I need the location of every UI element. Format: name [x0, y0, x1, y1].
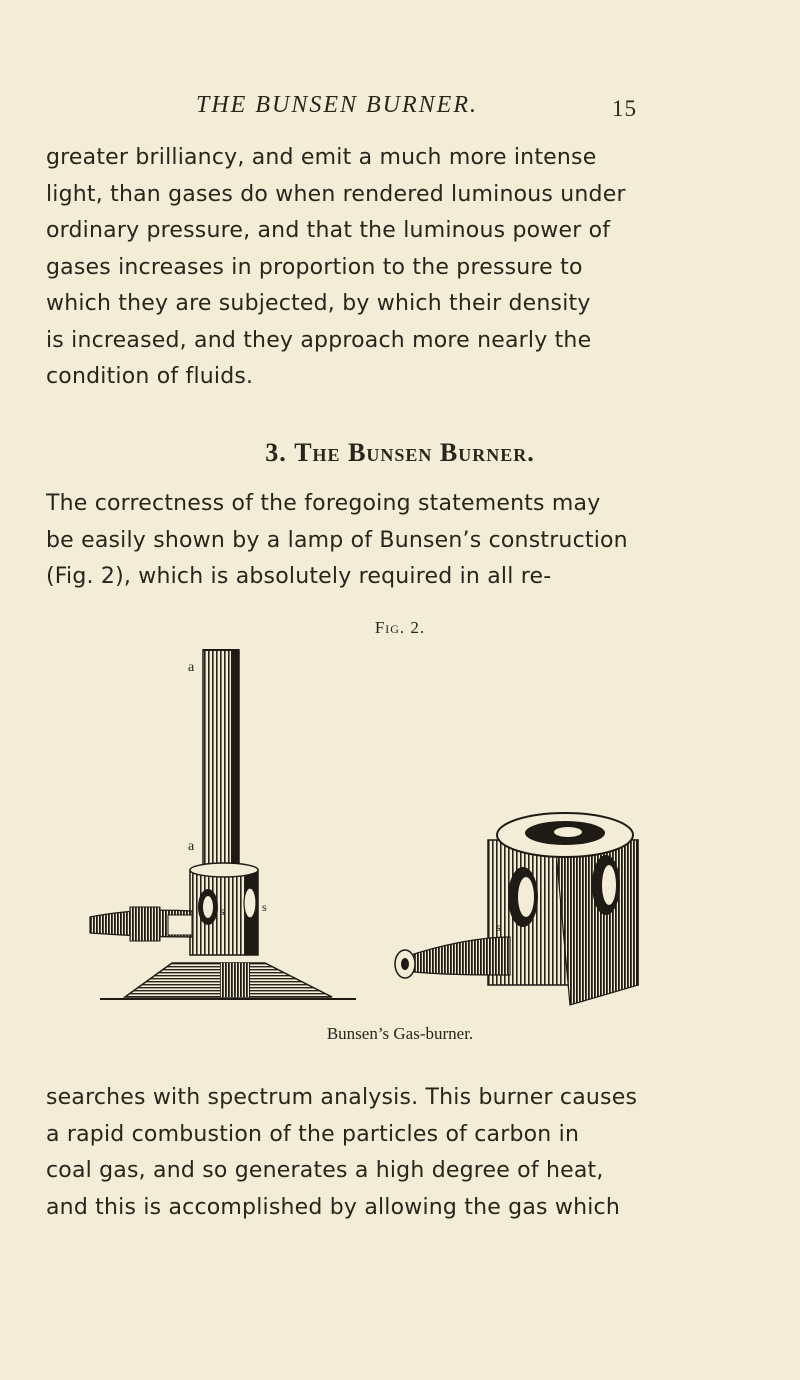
text-line: searches with spectrum analysis. This burner causes [46, 1085, 638, 1110]
text-line: greater brilliancy, and emit a much more intense [46, 145, 597, 170]
section-heading [0, 438, 800, 468]
bunsen-burner-figure [60, 645, 660, 1015]
paragraph-2 [46, 486, 656, 596]
air-regulator-detail [395, 813, 638, 1005]
label-s-detail: s [496, 920, 501, 934]
label-a-bottom: a [188, 839, 195, 854]
label-a-top: a [188, 660, 195, 675]
text-line: coal gas, and so generates a high degree of heat, [46, 1158, 604, 1183]
text-line: which they are subjected, by which their density [46, 291, 591, 316]
paragraph-1 [46, 140, 656, 396]
figure-caption: Bunsen’s Gas-burner. [326, 1024, 474, 1043]
page-number: 15 [612, 96, 637, 121]
text-line: be easily shown by a lamp of Bunsen’s construction [46, 527, 628, 553]
text-line: gases increases in proportion to the pressure to [46, 254, 583, 280]
text-line: light, than gases do when rendered luminous under [46, 181, 626, 207]
assembled-burner [90, 650, 356, 999]
text-line: is increased, and they approach more nearly the [46, 327, 592, 353]
paragraph-3 [46, 1080, 656, 1226]
section-number: 3. [265, 438, 287, 467]
text-line: (Fig. 2), which is absolutely required in all re- [46, 564, 552, 589]
text-line: condition of fluids. [46, 364, 254, 389]
label-s-right: s [262, 900, 267, 914]
section-title: The Bunsen Burner. [294, 438, 535, 467]
text-line: and this is accomplished by allowing the gas which [46, 1194, 620, 1220]
figure-label: Fig. 2. [374, 618, 426, 637]
text-line: ordinary pressure, and that the luminous power of [46, 218, 611, 243]
label-s-left: s [220, 904, 225, 918]
running-head [0, 92, 800, 128]
running-title: THE BUNSEN BURNER. [196, 92, 478, 118]
text-line: a rapid combustion of the particles of carbon in [46, 1121, 580, 1147]
text-line: The correctness of the foregoing statements may [46, 491, 601, 516]
